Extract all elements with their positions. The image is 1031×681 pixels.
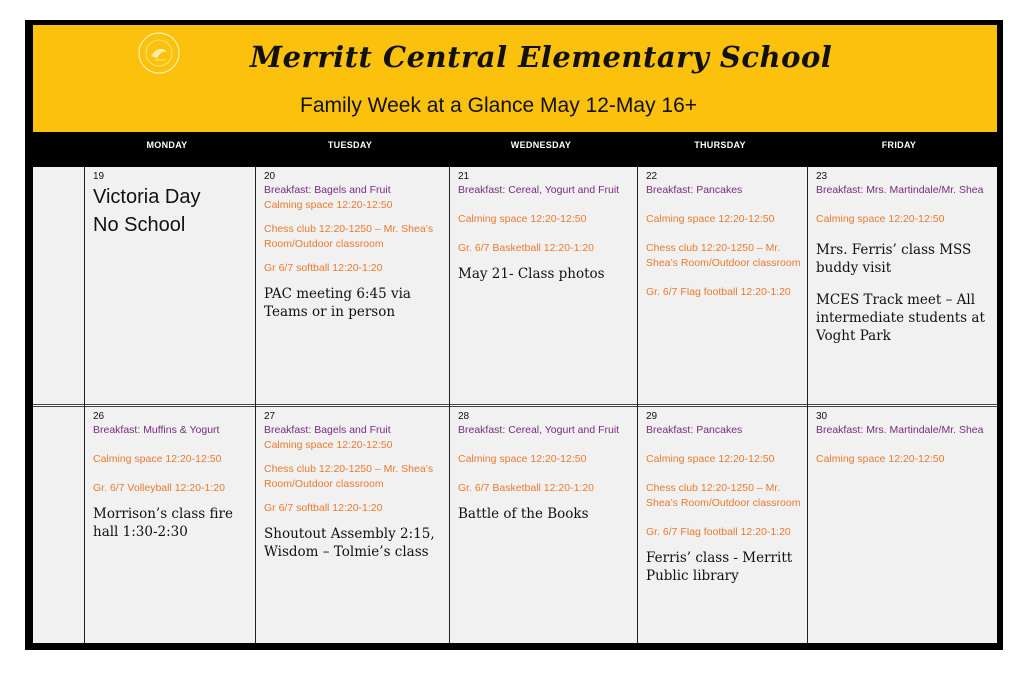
event-note: PAC meeting 6:45 via Teams or in person xyxy=(264,286,411,320)
day-wednesday: WEDNESDAY xyxy=(510,140,572,150)
day-cell xyxy=(808,407,997,643)
date-number: 23 xyxy=(816,171,828,182)
breakfast-item: Breakfast: Cereal, Yogurt and Fruit xyxy=(458,424,620,436)
event-note: Shoutout Assembly 2:15, Wisdom – Tolmie’s class xyxy=(264,526,435,560)
day-cell xyxy=(256,407,449,643)
chess-club-item: Chess club 12:20-1250 – Mr. Shea’s Room/Outdoor classroom xyxy=(646,242,801,269)
day-cell xyxy=(85,167,255,404)
date-number: 19 xyxy=(93,171,105,182)
sport-item: Gr. 6/7 Flag football 12:20-1:20 xyxy=(646,526,791,538)
day-cell xyxy=(85,407,255,643)
calming-space-item: Calming space 12:20-12:50 xyxy=(646,213,775,225)
calming-space-item: Calming space 12:20-12:50 xyxy=(458,453,587,465)
breakfast-item: Breakfast: Mrs. Martindale/Mr. Shea xyxy=(816,184,984,196)
calming-space-item: Calming space 12:20-12:50 xyxy=(458,213,587,225)
school-title: Merritt Central Elementary School xyxy=(250,40,833,74)
calming-space-item: Calming space 12:20-12:50 xyxy=(816,213,945,225)
sport-item: Gr. 6/7 Basketball 12:20-1:20 xyxy=(458,242,595,254)
school-crest-logo xyxy=(131,30,187,76)
week-subtitle: Family Week at a Glance May 12-May 16+ xyxy=(300,94,698,117)
breakfast-item: Breakfast: Bagels and Fruit xyxy=(264,424,391,436)
breakfast-item: Breakfast: Bagels and Fruit xyxy=(264,184,391,196)
chess-club-item: Chess club 12:20-1250 – Mr. Shea’s Room/Outdoor classroom xyxy=(264,463,434,490)
event-note: Morrison’s class fire hall 1:30-2:30 xyxy=(93,506,233,540)
event-note: Ferris’ class - Merritt Public library xyxy=(646,550,793,584)
date-number: 20 xyxy=(264,171,276,182)
sport-item: Gr 6/7 softball 12:20-1:20 xyxy=(264,502,383,514)
holiday-note: No School xyxy=(93,214,186,236)
day-friday: FRIDAY xyxy=(881,140,917,150)
event-note: May 21- Class photos xyxy=(458,266,605,282)
day-cell xyxy=(450,407,637,643)
day-cell xyxy=(808,167,997,404)
day-cell xyxy=(638,407,807,643)
day-tuesday: TUESDAY xyxy=(327,140,373,150)
sport-item: Gr. 6/7 Flag football 12:20-1:20 xyxy=(646,286,791,298)
event-note: Battle of the Books xyxy=(458,506,589,522)
date-number: 22 xyxy=(646,171,658,182)
date-number: 30 xyxy=(816,411,828,422)
day-cell xyxy=(450,167,637,404)
calming-space-item: Calming space 12:20-12:50 xyxy=(93,453,222,465)
date-number: 27 xyxy=(264,411,276,422)
breakfast-item: Breakfast: Cereal, Yogurt and Fruit xyxy=(458,184,620,196)
sport-item: Gr. 6/7 Basketball 12:20-1:20 xyxy=(458,482,595,494)
breakfast-item: Breakfast: Pancakes xyxy=(646,184,743,196)
date-number: 26 xyxy=(93,411,105,422)
date-number: 29 xyxy=(646,411,658,422)
breakfast-item: Breakfast: Muffins & Yogurt xyxy=(93,424,220,436)
calming-space-item: Calming space 12:20-12:50 xyxy=(264,199,393,211)
event-note: MCES Track meet – All intermediate students at Voght Park xyxy=(816,292,985,344)
breakfast-item: Breakfast: Mrs. Martindale/Mr. Shea xyxy=(816,424,984,436)
holiday-title: Victoria Day xyxy=(93,186,201,208)
event-note: Mrs. Ferris’ class MSS buddy visit xyxy=(816,242,972,276)
calming-space-item: Calming space 12:20-12:50 xyxy=(646,453,775,465)
day-cell xyxy=(256,167,449,404)
date-number: 21 xyxy=(458,171,470,182)
date-number: 28 xyxy=(458,411,470,422)
breakfast-item: Breakfast: Pancakes xyxy=(646,424,743,436)
calming-space-item: Calming space 12:20-12:50 xyxy=(816,453,945,465)
day-monday: MONDAY xyxy=(146,140,188,150)
calming-space-item: Calming space 12:20-12:50 xyxy=(264,439,393,451)
chess-club-item: Chess club 12:20-1250 – Mr. Shea’s Room/Outdoor classroom xyxy=(646,482,801,509)
chess-club-item: Chess club 12:20-1250 – Mr. Shea’s Room/Outdoor classroom xyxy=(264,223,434,250)
day-cell xyxy=(638,167,807,404)
day-thursday: THURSDAY xyxy=(694,140,746,150)
sport-item: Gr 6/7 softball 12:20-1:20 xyxy=(264,262,383,274)
sport-item: Gr. 6/7 Volleyball 12:20-1:20 xyxy=(93,482,225,494)
